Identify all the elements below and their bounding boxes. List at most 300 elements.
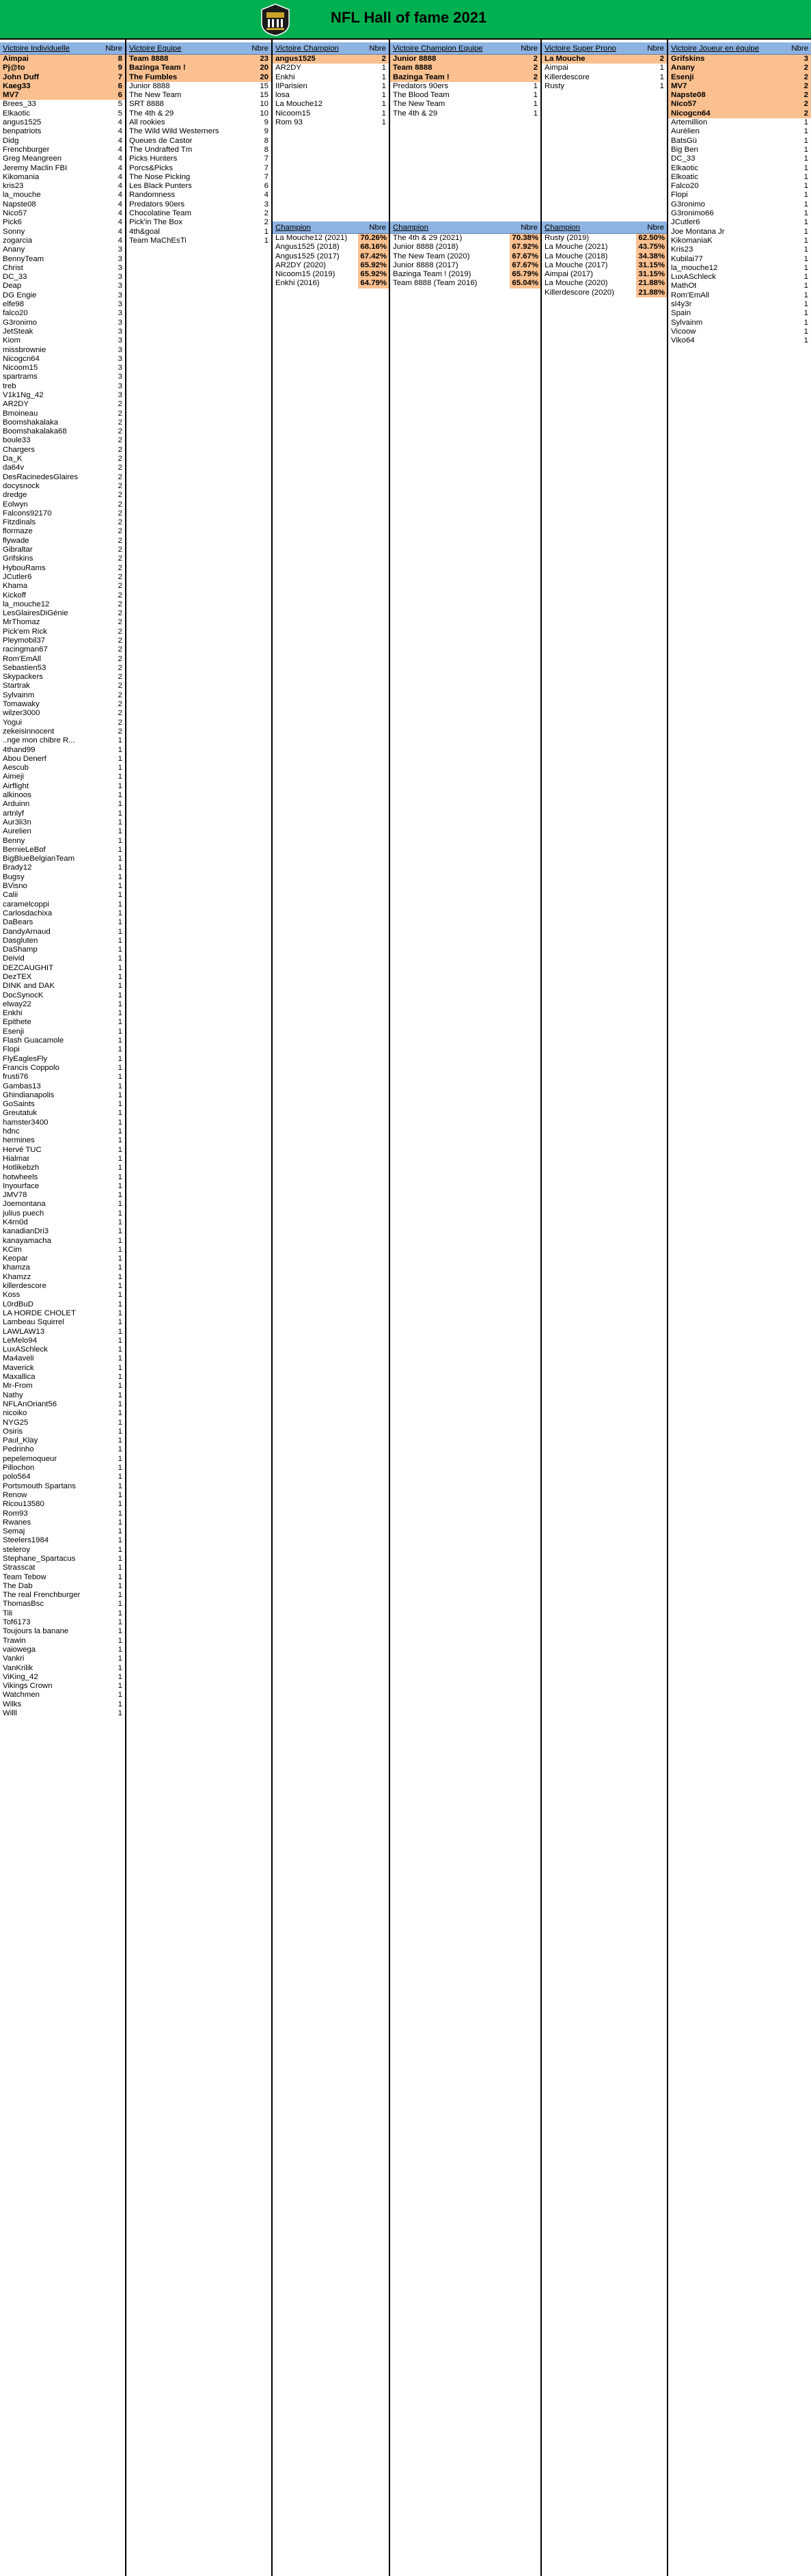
table-row xyxy=(0,1491,125,1500)
row-name: VanKrilik xyxy=(3,1663,33,1672)
column-header-label: Victoire Champion xyxy=(275,44,339,53)
table-row xyxy=(0,273,125,282)
column-champion xyxy=(273,42,389,289)
row-count: 2 xyxy=(264,209,269,218)
row-count: 1 xyxy=(118,927,122,936)
row-count: 1 xyxy=(118,991,122,999)
row-name: GoSaints xyxy=(3,1100,35,1109)
table-row xyxy=(273,109,389,118)
column-header xyxy=(542,42,667,55)
table-row xyxy=(0,1673,125,1682)
table-row xyxy=(0,618,125,627)
row-count: 2 xyxy=(381,55,386,63)
table-row xyxy=(390,55,540,64)
table-row xyxy=(0,300,125,309)
row-name: All rookies xyxy=(129,118,165,127)
table-row xyxy=(0,945,125,954)
row-count: 3 xyxy=(118,345,122,354)
table-row xyxy=(273,55,389,64)
table-row xyxy=(0,700,125,709)
row-count: 2 xyxy=(118,618,122,627)
row-count: 5 xyxy=(118,109,122,118)
table-row xyxy=(0,1146,125,1155)
table-row xyxy=(0,636,125,645)
row-name: DINK and DAK xyxy=(3,982,55,991)
table-row xyxy=(0,209,125,218)
row-name: Aimpai xyxy=(545,64,568,72)
row-name: Artemillion xyxy=(671,118,708,127)
row-count: 10 xyxy=(260,109,269,118)
row-name: ..nge mon chibre R... xyxy=(3,736,75,745)
row-count: 1 xyxy=(803,172,808,181)
row-count: 1 xyxy=(533,91,538,100)
row-count: 5 xyxy=(118,100,122,109)
row-name: Grifskins xyxy=(671,55,705,63)
row-name: falco20 xyxy=(3,309,28,318)
row-name: KCim xyxy=(3,1245,22,1254)
row-name: Esenji xyxy=(3,1027,25,1036)
row-name: wilzer3000 xyxy=(3,709,40,718)
table-row xyxy=(0,473,125,482)
row-name: Pillochon xyxy=(3,1464,35,1473)
row-count: 1 xyxy=(381,100,386,109)
row-count: 2 xyxy=(118,509,122,518)
row-name: Vicoow xyxy=(671,327,696,336)
row-name: Kubilai77 xyxy=(671,254,703,263)
table-row xyxy=(0,782,125,791)
table-row xyxy=(0,1518,125,1527)
row-count: 8 xyxy=(264,136,269,145)
table-row xyxy=(126,200,271,209)
table-row xyxy=(0,964,125,973)
row-count: 1 xyxy=(118,1473,122,1481)
table-row xyxy=(0,1664,125,1673)
row-name: Predators 90ers xyxy=(129,200,185,209)
row-name: Portsmouth Spartans xyxy=(3,1481,76,1490)
row-name: The real Frenchburger xyxy=(3,1591,81,1600)
table-row xyxy=(0,464,125,472)
row-count: 8 xyxy=(118,55,122,63)
row-name: Benny xyxy=(3,836,25,845)
row-count: 1 xyxy=(118,863,122,872)
table-row xyxy=(542,82,667,91)
row-name: Picks Hunters xyxy=(129,155,178,163)
row-name: NFLAnOriant56 xyxy=(3,1399,57,1408)
row-name: Pick'em Rick xyxy=(3,627,47,636)
row-count: 1 xyxy=(118,1227,122,1236)
table-row xyxy=(273,91,389,100)
row-count: 1 xyxy=(803,182,808,191)
row-count: 2 xyxy=(118,472,122,481)
champion-row xyxy=(542,252,667,261)
row-name: racingman67 xyxy=(3,645,48,654)
row-count: 4 xyxy=(118,218,122,227)
row-name: Startrak xyxy=(3,682,30,690)
row-count: 1 xyxy=(118,1409,122,1418)
champion-percent: 70.26% xyxy=(358,234,389,243)
row-name: Renow xyxy=(3,1490,27,1499)
row-count: 1 xyxy=(118,1645,122,1654)
row-count: 1 xyxy=(118,1481,122,1490)
row-count: 2 xyxy=(118,591,122,600)
row-name: caramelcoppi xyxy=(3,900,49,909)
row-name: FlyEaglesFly xyxy=(3,1054,48,1063)
row-name: MrThomaz xyxy=(3,618,40,627)
row-count: 1 xyxy=(118,1272,122,1281)
row-count: 1 xyxy=(118,1399,122,1408)
row-count: 1 xyxy=(118,855,122,863)
table-row xyxy=(0,1510,125,1518)
row-count: 1 xyxy=(118,1218,122,1226)
table-row xyxy=(0,1691,125,1700)
row-name: Maxallica xyxy=(3,1373,36,1382)
row-name: dredge xyxy=(3,491,27,500)
row-name: Esenji xyxy=(671,72,694,81)
table-row xyxy=(0,682,125,690)
table-row xyxy=(0,1173,125,1182)
row-count: 2 xyxy=(659,55,664,63)
row-count: 7 xyxy=(264,163,269,172)
row-count: 1 xyxy=(803,145,808,154)
table-row xyxy=(0,118,125,127)
row-count: 1 xyxy=(264,227,269,236)
row-name: LeMelo94 xyxy=(3,1336,38,1345)
row-name: losa xyxy=(275,91,290,100)
champion-percent: 31.15% xyxy=(636,270,667,279)
table-row xyxy=(0,1318,125,1327)
row-count: 2 xyxy=(118,636,122,645)
table-row xyxy=(0,1136,125,1145)
row-name: La Mouche xyxy=(545,55,586,63)
champion-percent: 68.16% xyxy=(358,243,389,252)
row-name: Predators 90ers xyxy=(393,81,449,90)
row-count: 9 xyxy=(264,127,269,136)
page-title: NFL Hall of fame 2021 xyxy=(331,9,487,26)
row-count: 1 xyxy=(118,900,122,909)
row-name: Skypackers xyxy=(3,673,43,682)
row-name: Team Tebow xyxy=(3,1572,46,1581)
row-count: 1 xyxy=(118,1581,122,1590)
table-row xyxy=(668,237,811,245)
row-name: khamza xyxy=(3,1263,30,1272)
row-count: 1 xyxy=(118,963,122,972)
row-name: Rom 93 xyxy=(275,118,303,127)
table-row xyxy=(126,146,271,155)
row-name: Elkoatic xyxy=(671,172,698,181)
row-name: MV7 xyxy=(3,91,19,100)
row-name: Rom93 xyxy=(3,1509,28,1518)
row-name: Arduinn xyxy=(3,800,30,809)
table-row xyxy=(0,527,125,536)
row-count: 2 xyxy=(803,109,808,118)
table-row xyxy=(0,1419,125,1427)
row-count: 1 xyxy=(118,1090,122,1099)
table-row xyxy=(0,818,125,827)
column-header-label: Victoire Super Prono xyxy=(545,44,616,53)
row-count: 1 xyxy=(118,1490,122,1499)
row-count: 1 xyxy=(118,1045,122,1054)
table-row xyxy=(0,1337,125,1345)
table-row xyxy=(0,1164,125,1172)
row-count: 1 xyxy=(381,118,386,127)
row-name: Nathy xyxy=(3,1391,23,1399)
row-count: 3 xyxy=(118,282,122,291)
table-row xyxy=(0,773,125,781)
row-count: 1 xyxy=(803,118,808,127)
table-row xyxy=(0,909,125,918)
row-name: kanadianDri3 xyxy=(3,1227,49,1236)
row-name: Ma4aveli xyxy=(3,1354,34,1363)
row-name: Strasscat xyxy=(3,1564,36,1572)
row-name: The Undrafted Tm xyxy=(129,145,193,154)
row-name: Elkaotic xyxy=(3,109,30,118)
row-name: Pj@to xyxy=(3,64,25,72)
table-row xyxy=(390,73,540,82)
row-count: 7 xyxy=(264,155,269,163)
champion-percent: 64.79% xyxy=(358,279,389,288)
row-count: 1 xyxy=(118,945,122,954)
table-row xyxy=(0,755,125,764)
table-row xyxy=(390,64,540,72)
row-name: Trawin xyxy=(3,1636,26,1645)
table-row xyxy=(0,746,125,755)
row-name: Queues de Castor xyxy=(129,136,193,145)
row-name: Didg xyxy=(3,136,19,145)
table-row xyxy=(668,100,811,109)
row-name: BigBlueBelgianTeam xyxy=(3,855,75,863)
row-name: Deap xyxy=(3,282,22,291)
row-name: Nico57 xyxy=(671,100,697,109)
table-row xyxy=(0,882,125,891)
row-name: Sonny xyxy=(3,227,25,236)
table-row xyxy=(0,1064,125,1073)
table-row xyxy=(0,518,125,527)
row-count: 3 xyxy=(118,354,122,363)
row-count: 6 xyxy=(264,182,269,191)
row-name: elfe98 xyxy=(3,300,25,309)
row-count: 1 xyxy=(118,1418,122,1427)
row-count: 1 xyxy=(381,64,386,72)
table-row xyxy=(0,73,125,82)
table-row xyxy=(0,100,125,109)
table-row xyxy=(0,1028,125,1036)
row-count: 1 xyxy=(118,1554,122,1563)
column-header-label: Champion xyxy=(545,223,580,232)
champion-row xyxy=(273,279,389,288)
row-name: HybouRams xyxy=(3,563,46,572)
table-row xyxy=(0,182,125,191)
row-name: Pedrinho xyxy=(3,1445,34,1454)
row-count: 1 xyxy=(118,1527,122,1536)
table-row xyxy=(126,228,271,237)
champion-name: La Mouche (2020) xyxy=(545,279,608,288)
row-name: Tili xyxy=(3,1609,13,1618)
row-name: G3ronimo xyxy=(3,318,38,327)
row-count: 2 xyxy=(118,654,122,663)
row-count: 1 xyxy=(118,1500,122,1509)
row-name: julius puech xyxy=(3,1209,44,1218)
row-name: hermines xyxy=(3,1136,35,1145)
row-count: 1 xyxy=(118,1209,122,1218)
row-count: 1 xyxy=(118,736,122,745)
row-count: 1 xyxy=(803,282,808,291)
row-name: DezTEX xyxy=(3,972,32,981)
row-name: Bugsy xyxy=(3,872,25,881)
row-name: Anany xyxy=(671,64,695,72)
table-row xyxy=(668,255,811,264)
table-row xyxy=(0,1427,125,1436)
row-name: zekeisinnocent xyxy=(3,727,55,736)
row-name: The New Team xyxy=(393,100,445,109)
row-count: 1 xyxy=(118,999,122,1008)
column-header xyxy=(542,222,667,234)
champion-row xyxy=(390,279,540,288)
row-name: Hervé TUC xyxy=(3,1145,42,1154)
row-count: 1 xyxy=(118,1636,122,1645)
table-row xyxy=(668,191,811,200)
table-row xyxy=(0,1455,125,1464)
row-count: 3 xyxy=(264,200,269,209)
row-count: 3 xyxy=(118,254,122,263)
table-row xyxy=(542,64,667,72)
table-row xyxy=(0,573,125,582)
row-name: LAWLAW13 xyxy=(3,1327,45,1336)
row-count: 1 xyxy=(118,1654,122,1663)
column-header xyxy=(273,42,389,55)
champion-row xyxy=(273,234,389,243)
column-header xyxy=(126,42,271,55)
row-name: docysnock xyxy=(3,481,40,490)
table-row xyxy=(126,218,271,227)
table-row xyxy=(0,1045,125,1054)
row-count: 1 xyxy=(533,100,538,109)
row-count: 2 xyxy=(803,72,808,81)
table-row xyxy=(0,436,125,445)
row-count: 1 xyxy=(803,209,808,218)
table-row xyxy=(0,1500,125,1509)
row-name: spartrams xyxy=(3,373,38,381)
table-row xyxy=(0,1118,125,1127)
table-row xyxy=(0,410,125,418)
row-count: 2 xyxy=(264,218,269,227)
row-count: 1 xyxy=(118,781,122,790)
champion-percent: 43.75% xyxy=(636,243,667,252)
row-count: 1 xyxy=(118,1363,122,1372)
row-count: 1 xyxy=(118,1300,122,1309)
table-row xyxy=(0,1282,125,1291)
table-row xyxy=(0,900,125,909)
table-row xyxy=(0,1237,125,1246)
row-name: Tomawaky xyxy=(3,700,40,709)
table-row xyxy=(273,100,389,109)
row-name: Gambas13 xyxy=(3,1082,41,1090)
row-count: 2 xyxy=(118,427,122,436)
row-count: 3 xyxy=(118,300,122,309)
table-row xyxy=(273,73,389,82)
row-count: 2 xyxy=(118,546,122,554)
table-row xyxy=(0,827,125,836)
row-count: 2 xyxy=(118,673,122,682)
table-row xyxy=(126,237,271,245)
row-count: 20 xyxy=(260,64,269,72)
row-count: 1 xyxy=(118,1509,122,1518)
row-count: 6 xyxy=(118,91,122,100)
row-count: 1 xyxy=(803,155,808,163)
column-header xyxy=(390,222,540,234)
table-row xyxy=(126,137,271,146)
table-row xyxy=(0,564,125,573)
champion-percent: 70.38% xyxy=(510,234,540,243)
row-name: Pick6 xyxy=(3,218,22,227)
row-name: Sylvainm xyxy=(3,690,35,699)
row-count: 1 xyxy=(118,827,122,836)
row-count: 1 xyxy=(381,109,386,118)
row-count: 4 xyxy=(118,191,122,200)
row-count: 1 xyxy=(118,1154,122,1163)
table-row xyxy=(0,846,125,855)
row-count: 1 xyxy=(381,81,386,90)
row-name: Francis Coppolo xyxy=(3,1063,59,1072)
table-row xyxy=(0,1409,125,1418)
table-row xyxy=(668,319,811,327)
row-name: Epithete xyxy=(3,1018,31,1027)
table-row xyxy=(0,1646,125,1654)
row-count: 1 xyxy=(118,1082,122,1090)
row-name: Team MaChEsTi xyxy=(129,236,187,245)
row-count: 1 xyxy=(118,773,122,781)
table-row xyxy=(542,55,667,64)
row-count: 1 xyxy=(118,1236,122,1245)
table-row xyxy=(668,300,811,309)
row-count: 8 xyxy=(264,145,269,154)
champion-percent: 31.15% xyxy=(636,261,667,270)
row-count: 2 xyxy=(118,481,122,490)
row-count: 2 xyxy=(118,455,122,464)
row-name: Carlosdachixa xyxy=(3,909,53,917)
champion-name: La Mouche12 (2021) xyxy=(275,233,348,242)
table-row xyxy=(0,91,125,100)
row-name: Team 8888 xyxy=(393,64,432,72)
row-name: The Fumbles xyxy=(129,72,178,81)
table-row xyxy=(0,954,125,963)
table-row xyxy=(0,1709,125,1718)
table-row xyxy=(0,855,125,863)
row-name: Kickoff xyxy=(3,591,26,600)
champion-name: The New Team (2020) xyxy=(393,252,470,260)
table-row xyxy=(0,1018,125,1027)
table-row xyxy=(668,155,811,163)
row-count: 1 xyxy=(118,1518,122,1527)
row-name: Aur3li3n xyxy=(3,818,31,827)
table-row xyxy=(0,364,125,373)
table-row xyxy=(0,1091,125,1100)
row-count: 2 xyxy=(118,491,122,500)
champion-row xyxy=(273,270,389,279)
row-count: 3 xyxy=(118,364,122,373)
row-count: 1 xyxy=(118,1464,122,1473)
table-row xyxy=(0,164,125,173)
row-name: JCutler6 xyxy=(671,218,700,227)
table-row xyxy=(0,736,125,745)
table-row xyxy=(0,791,125,800)
row-count: 1 xyxy=(118,1191,122,1200)
row-count: 4 xyxy=(118,127,122,136)
column-header-label: Victoire Champion Equipe xyxy=(393,44,483,53)
row-count: 4 xyxy=(118,236,122,245)
champion-name: La Mouche (2021) xyxy=(545,243,608,252)
row-count: 1 xyxy=(803,309,808,318)
row-name: Pleymobil37 xyxy=(3,636,46,645)
